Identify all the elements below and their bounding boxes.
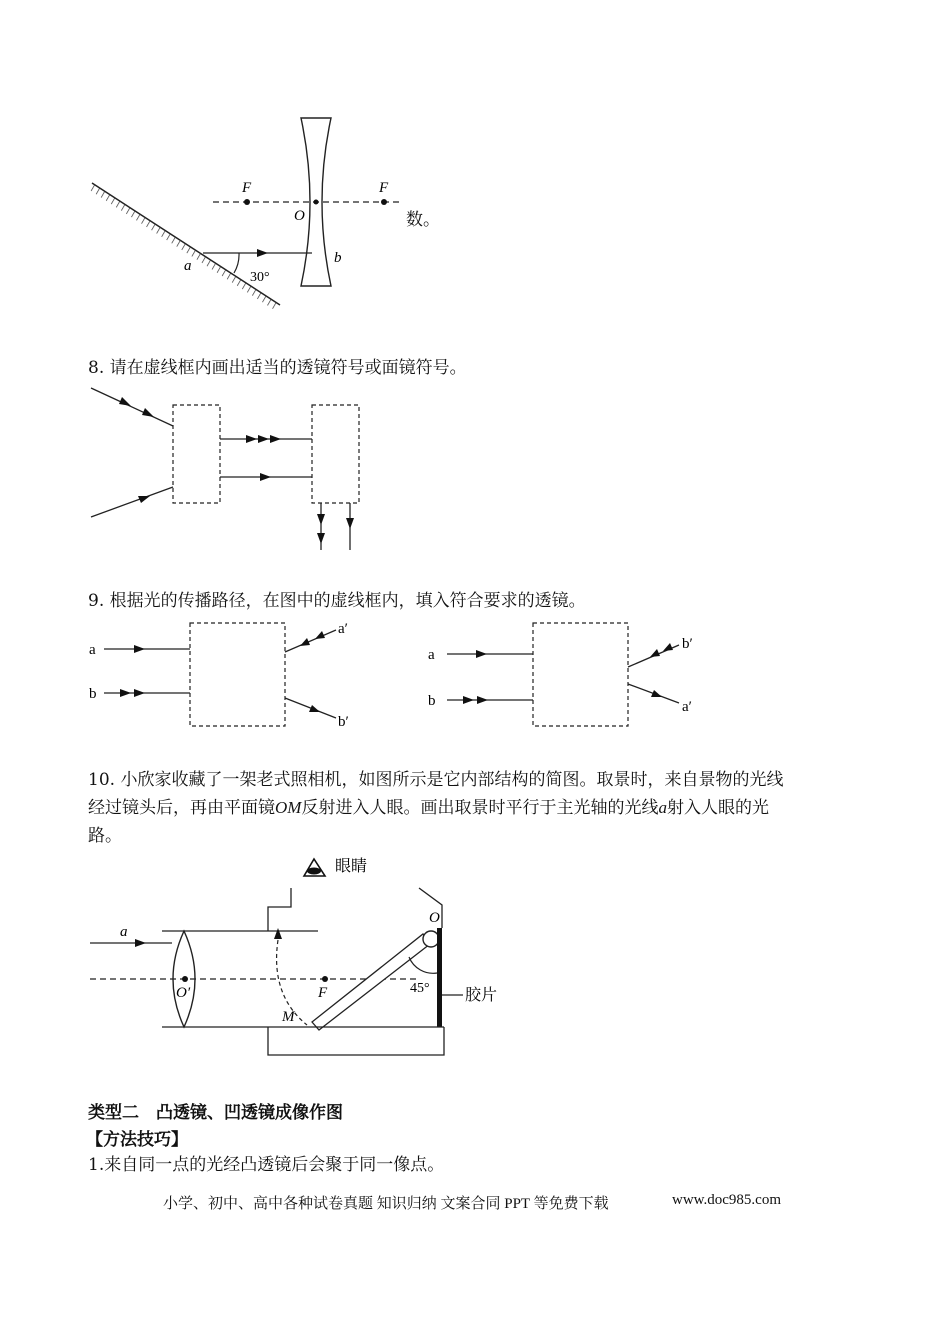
question-10-line1: 10. 小欣家收藏了一架老式照相机，如图所示是它内部结构的简图。取景时，来自景物的光线 <box>88 770 784 790</box>
label-9-right-b-out: b′ <box>682 636 693 652</box>
angle-arc-45 <box>409 957 437 973</box>
label-9-left-b-out: b′ <box>338 714 349 730</box>
label-45: 45° <box>410 981 430 996</box>
question-9-text: 9. 根据光的传播路径，在图中的虚线框内，填入符合要求的透镜。 <box>88 591 586 611</box>
label-9-right-a-out: a′ <box>682 699 692 715</box>
label-9-right-a-in: a <box>428 647 435 663</box>
label-9-left-a-in: a <box>89 642 96 658</box>
method-tips-heading: 【方法技巧】 <box>86 1130 188 1150</box>
label-ray-a: a <box>120 924 128 940</box>
eye-icon <box>304 859 325 876</box>
label-center: O <box>294 208 305 224</box>
arrow-head <box>274 928 282 939</box>
label-9-right-b-in: b <box>428 693 436 709</box>
label-F: F <box>318 985 328 1001</box>
label-9-left-b-in: b <box>89 686 97 702</box>
q10-line2-mid: 反射进入人眼。画出取景时平行于主光轴的光线 <box>301 798 659 818</box>
label-O-prime: O′ <box>176 985 191 1001</box>
footer-text: 小学、初中、高中各种试卷真题 知识归纳 文案合同 PPT 等免费下载 <box>163 1196 609 1212</box>
q10-line2-post: 射入人眼的光 <box>666 798 769 818</box>
label-M: M <box>282 1009 295 1025</box>
lens-center-O-prime <box>182 976 188 982</box>
label-angle: 30° <box>250 270 270 285</box>
label-point-a: a <box>184 258 192 274</box>
arrow-head <box>135 939 146 947</box>
question-10-line3: 路。 <box>88 826 122 846</box>
q10-line2-a: a <box>658 798 667 817</box>
camera-body-bottom <box>268 1027 444 1055</box>
focus-point-F <box>322 976 328 982</box>
footer-url[interactable]: www.doc985.com <box>672 1192 782 1208</box>
label-focus-right: F <box>379 180 389 196</box>
pivot-O <box>423 931 439 947</box>
label-O: O <box>429 910 440 926</box>
label-focus-left: F <box>242 180 252 196</box>
fig7-trailing-text: 数。 <box>406 210 440 230</box>
section-title: 类型二 凸透镜、凹透镜成像作图 <box>88 1103 343 1123</box>
q10-line2-pre: 经过镜头后，再由平面镜 <box>88 798 275 818</box>
label-eye: 眼睛 <box>335 858 368 875</box>
label-point-b: b <box>334 250 342 266</box>
viewfinder-housing <box>268 888 291 931</box>
question-8-text: 8. 请在虚线框内画出适当的透镜符号或面镜符号。 <box>88 358 467 378</box>
label-9-left-a-out: a′ <box>338 621 348 637</box>
film-plate <box>437 928 442 1027</box>
label-film: 胶片 <box>465 987 498 1004</box>
tip-1: 1.来自同一点的光经凸透镜后会聚于同一像点。 <box>88 1155 445 1175</box>
q10-line2-om: OM <box>275 798 302 817</box>
